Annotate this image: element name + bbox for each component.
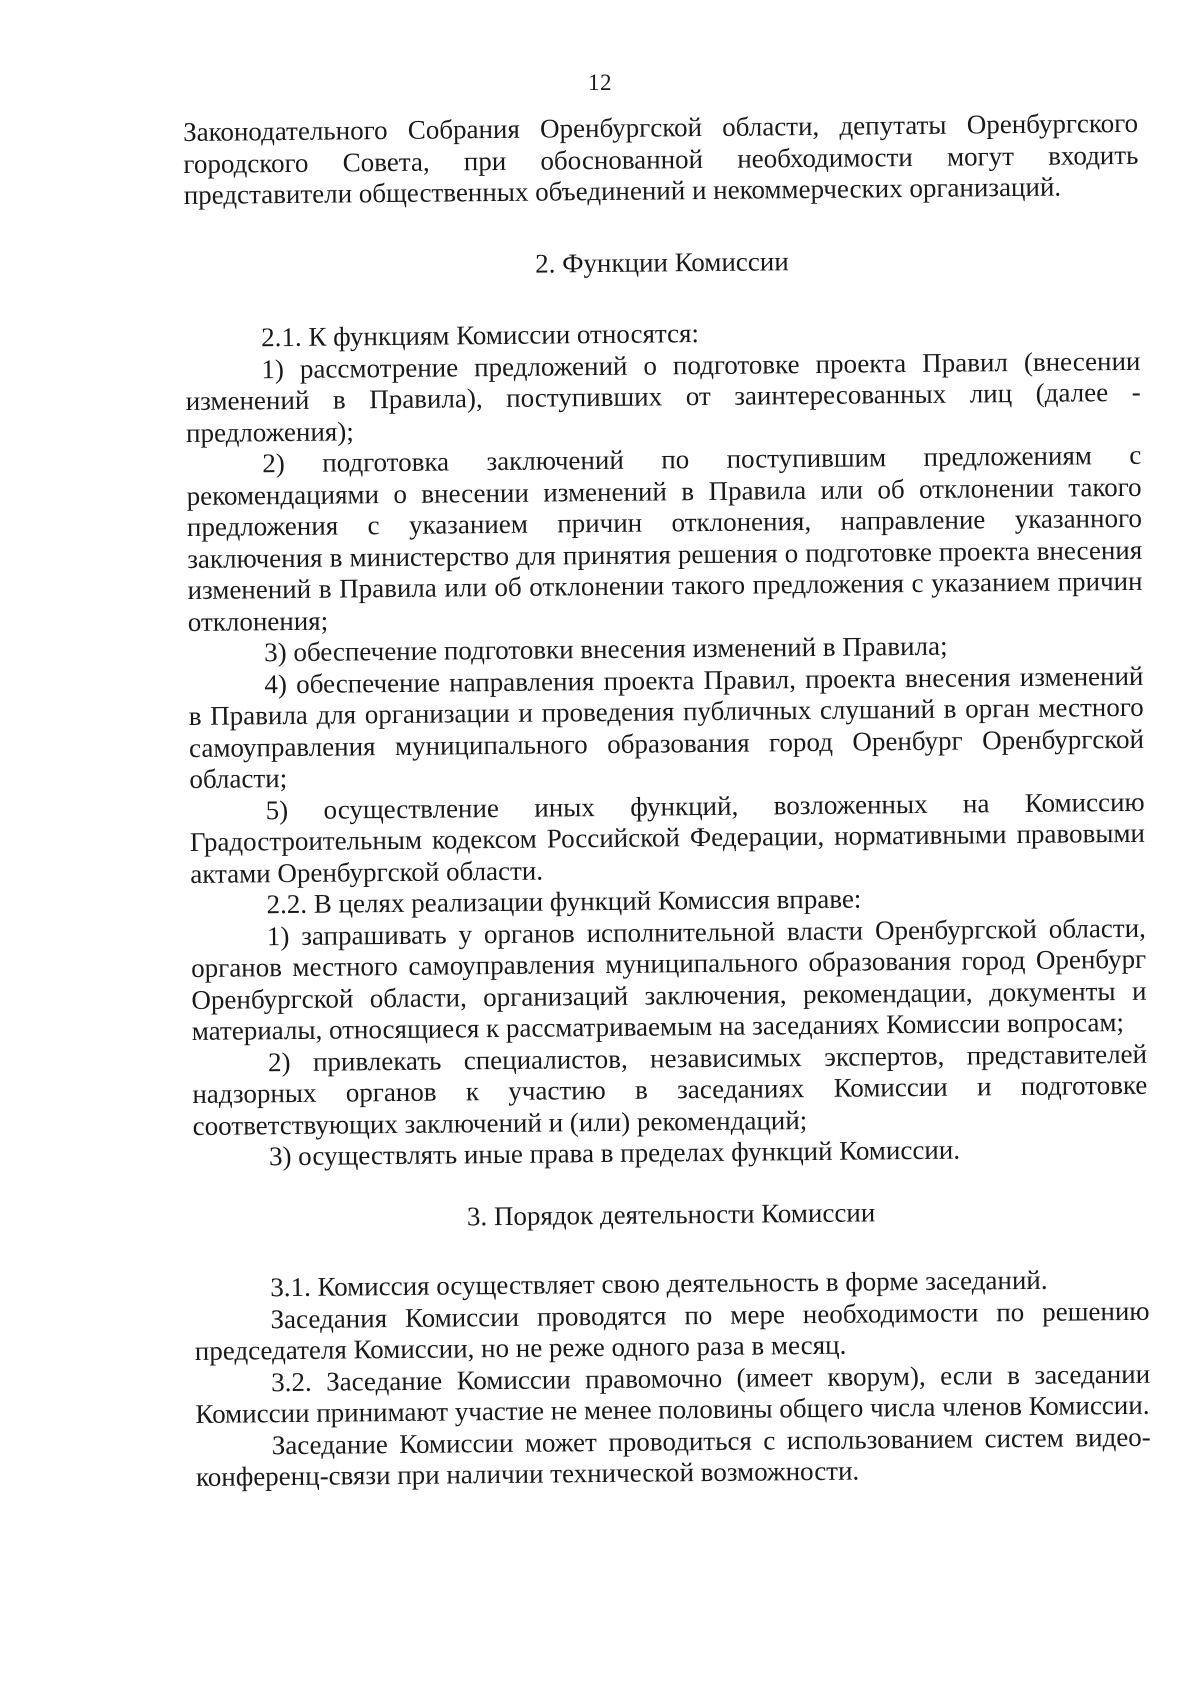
paragraph-3-2-video: Заседание Комиссии может проводиться с использованием систем видео-конференц-связи при наличии технической возможности.	[195, 1421, 1151, 1492]
paragraph-2-1: 2.1. К функциям Комиссии относятся:	[260, 318, 700, 353]
document-body	[183, 108, 1151, 1494]
paragraph-3-1-meetings: Заседания Комиссии проводятся по мере необходимости по решению председателя Комиссии, но не реже одного раза в месяц.	[194, 1295, 1150, 1366]
right-item-3: 3) осуществлять иные права в пределах функций Комиссии.	[268, 1134, 961, 1172]
right-item-2: 2) привлекать специалистов, независимых экспертов, представителей надзорных органов к участию в заседаниях Комиссии и подготовке соответствующих заключений и (или) рекомендаций;	[192, 1038, 1148, 1141]
section-2-heading: 2. Функции Комиссии	[534, 245, 789, 279]
page-number: 12	[588, 70, 612, 95]
paragraph-3-1: 3.1. Комиссия осуществляет свою деятельность в форме заседаний.	[270, 1264, 1048, 1303]
function-item-3: 3) обеспечение подготовки внесения изменений в Правила;	[263, 630, 948, 668]
function-item-1: 1) рассмотрение предложений о подготовке проекта Правил (внесении изменений в Правила), поступивших от заинтересованных лиц (далее - предложения);	[185, 345, 1141, 448]
function-item-5: 5) осуществление иных функций, возложенных на Комиссию Градостроительным кодексом Российской Федерации, нормативными правовыми актами Оренбургской области.	[189, 786, 1146, 889]
paragraph-2-2: 2.2. В целях реализации функций Комиссия вправе:	[266, 883, 862, 920]
function-item-4: 4) обеспечение направления проекта Правил, проекта внесения изменений в Правила для организации и проведения публичных слушаний в орган местного самоуправления муниципального образования город Оренбург Оренбургской области;	[188, 660, 1145, 794]
right-item-1: 1) запрашивать у органов исполнительной власти Оренбургской области, органов местного самоуправления муниципального образования город Оренбург Оренбургской области, организаций заключения, рекомендации, документы и материалы, относящиеся к рассматриваемым на заседаниях Комиссии вопросам;	[191, 912, 1147, 1046]
function-item-2: 2) подготовка заключений по поступившим предложениям с рекомендациями о внесении изменений в Правила или об отклонении такого предложения с указанием причин отклонения, направление указанного заключения в министерство для принятия решения о подготовке проекта внесения изменений в Правила или об отклонении такого предложения с указанием причин отклонения;	[186, 439, 1143, 637]
section-3-heading: 3. Порядок деятельности Комиссии	[466, 1196, 876, 1231]
intro-paragraph: Законодательного Собрания Оренбургской области, депутаты Оренбургского городского Совета, при обоснованной необходимости могут входить представители общественных объединений и некоммерческих организаций.	[183, 107, 1139, 210]
paragraph-3-2: 3.2. Заседание Комиссии правомочно (имеет кворум), если в заседании Комиссии принимают участие не менее половины общего числа членов Комиссии.	[195, 1358, 1151, 1429]
